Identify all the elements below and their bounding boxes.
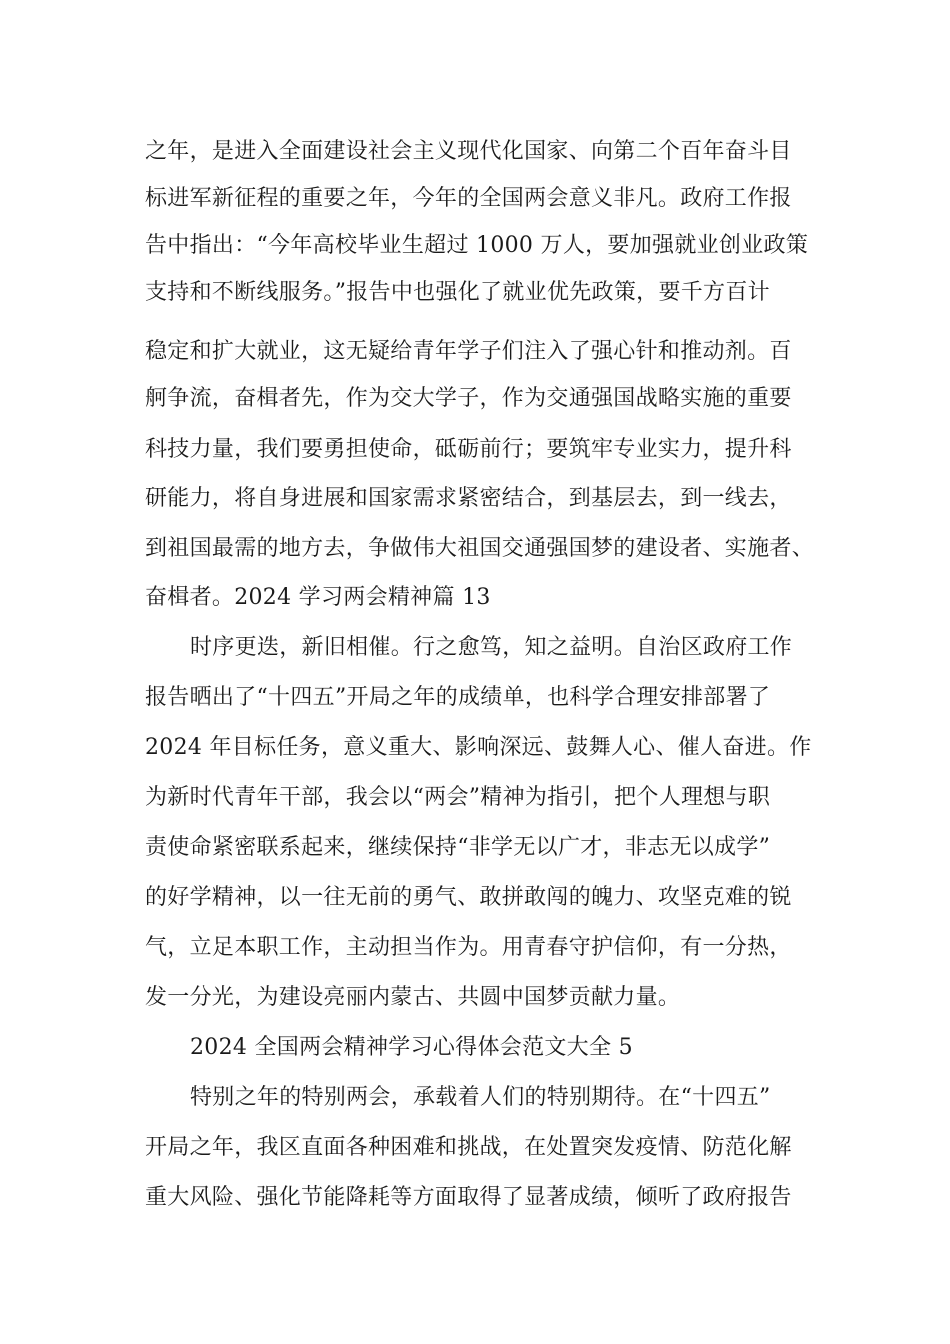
text-line: 2024 年目标任务，意义重大、影响深远、鼓舞人心、催人奋进。作 bbox=[145, 735, 812, 760]
text-line: 告中指出：“今年高校毕业生超过 1000 万人，要加强就业创业政策 bbox=[145, 233, 809, 258]
text-line: 支持和不断线服务。”报告中也强化了就业优先政策，要千方百计 bbox=[145, 280, 770, 305]
text-line: 研能力，将自身进展和国家需求紧密结合，到基层去，到一线去， bbox=[145, 486, 792, 511]
paragraph-first-line: 时序更迭，新旧相催。行之愈笃，知之益明。自治区政府工作 bbox=[190, 635, 793, 660]
text-line: 之年，是进入全面建设社会主义现代化国家、向第二个百年奋斗目 bbox=[145, 139, 792, 164]
text-line: 开局之年，我区直面各种困难和挑战，在处置突发疫情、防范化解 bbox=[145, 1135, 792, 1160]
text-line: 科技力量，我们要勇担使命，砥砺前行；要筑牢专业实力，提升科 bbox=[145, 437, 792, 462]
text-line: 的好学精神，以一往无前的勇气、敢拼敢闯的魄力、攻坚克难的锐 bbox=[145, 885, 792, 910]
text-line: 责使命紧密联系起来，继续保持“非学无以广才，非志无以成学” bbox=[145, 835, 771, 860]
text-line: 舸争流，奋楫者先，作为交大学子，作为交通强国战略实施的重要 bbox=[145, 386, 792, 411]
text-line: 报告晒出了“十四五”开局之年的成绩单，也科学合理安排部署了 bbox=[145, 685, 771, 710]
section-heading: 2024 全国两会精神学习心得体会范文大全 5 bbox=[190, 1035, 633, 1060]
text-line: 到祖国最需的地方去，争做伟大祖国交通强国梦的建设者、实施者、 bbox=[145, 536, 815, 561]
text-line: 稳定和扩大就业，这无疑给青年学子们注入了强心针和推动剂。百 bbox=[145, 339, 792, 364]
text-line: 重大风险、强化节能降耗等方面取得了显著成绩，倾听了政府报告 bbox=[145, 1185, 792, 1210]
paragraph-first-line: 特别之年的特别两会，承载着人们的特别期待。在“十四五” bbox=[190, 1085, 771, 1110]
text-line: 气，立足本职工作，主动担当作为。用青春守护信仰，有一分热， bbox=[145, 935, 792, 960]
text-line: 发一分光，为建设亮丽内蒙古、共圆中国梦贡献力量。 bbox=[145, 985, 681, 1010]
text-line: 标进军新征程的重要之年，今年的全国两会意义非凡。政府工作报 bbox=[145, 186, 792, 211]
text-line: 为新时代青年干部，我会以“两会”精神为指引，把个人理想与职 bbox=[145, 785, 771, 810]
text-line: 奋楫者。2024 学习两会精神篇 13 bbox=[145, 585, 491, 610]
